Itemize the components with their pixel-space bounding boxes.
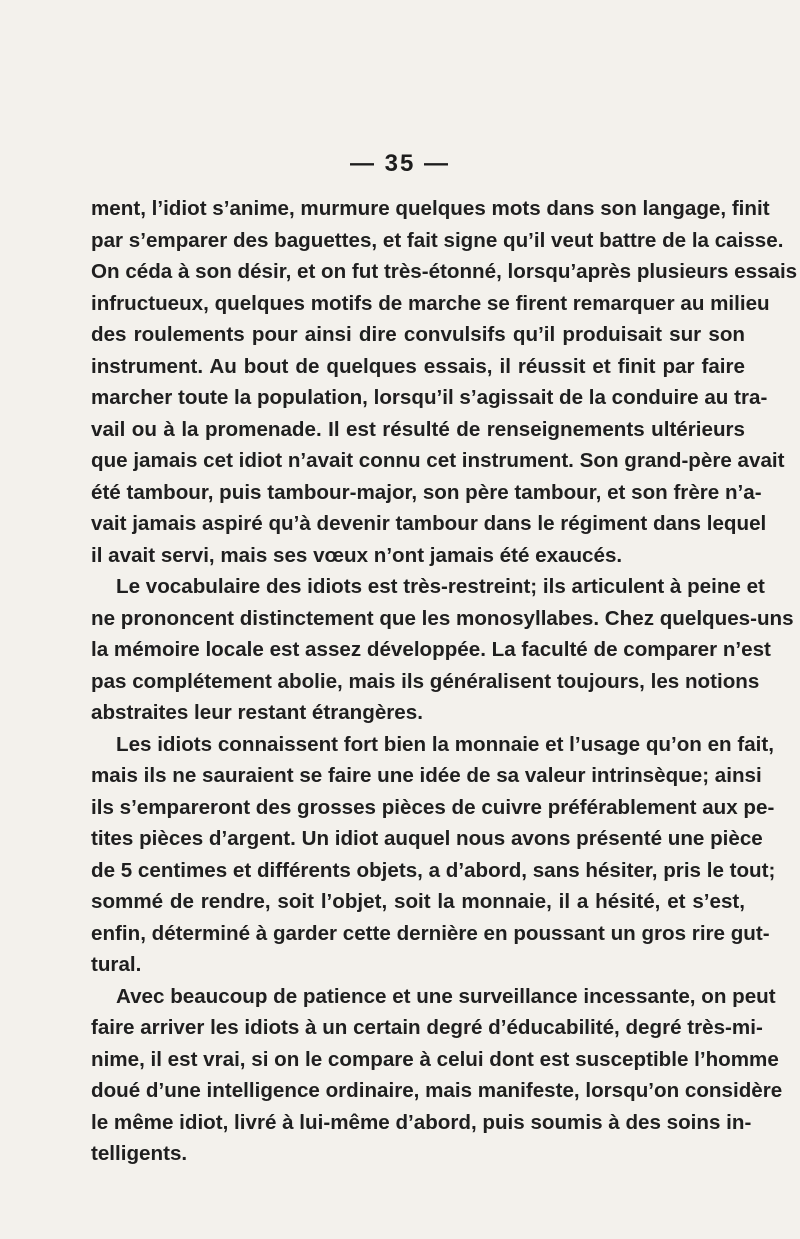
text-line: infructueux, quelques motifs de marche se firent remarquer au milieu bbox=[91, 291, 770, 315]
text-line: des roulements pour ainsi dire convulsifs qu’il produisait sur son bbox=[91, 323, 745, 346]
text-line: mais ils ne sauraient se faire une idée de sa valeur intrinsèque; ainsi bbox=[91, 764, 762, 787]
text-line: la mémoire locale est assez développée. La faculté de comparer n’est bbox=[91, 638, 771, 661]
text-line: abstraites leur restant étrangères. bbox=[91, 701, 423, 724]
text-line: le même idiot, livré à lui-même d’abord, puis soumis à des soins in- bbox=[91, 1110, 752, 1134]
text-line: faire arriver les idiots à un certain degré d’éducabilité, degré très-mi- bbox=[91, 1016, 763, 1039]
text-line: nime, il est vrai, si on le compare à celui dont est susceptible l’homme bbox=[91, 1047, 779, 1071]
text-line: par s’emparer des baguettes, et fait signe qu’il veut battre de la caisse. bbox=[91, 228, 784, 252]
text-line: pas complétement abolie, mais ils généralisent toujours, les notions bbox=[91, 669, 760, 693]
text-line: marcher toute la population, lorsqu’il s’agissait de la conduire au tra- bbox=[91, 386, 768, 409]
text-line: ne prononcent distinctement que les monosyllabes. Chez quelques-uns bbox=[91, 606, 794, 630]
text-line: sommé de rendre, soit l’objet, soit la monnaie, il a hésité, et s’est, bbox=[91, 890, 745, 913]
text-line: On céda à son désir, et on fut très-étonné, lorsqu’après plusieurs essais bbox=[91, 260, 798, 283]
text-line: été tambour, puis tambour-major, son père tambour, et son frère n’a- bbox=[91, 480, 762, 504]
text-line: Le vocabulaire des idiots est très-restreint; ils articulent à peine et bbox=[116, 575, 765, 598]
text-line: ment, l’idiot s’anime, murmure quelques mots dans son langage, finit bbox=[91, 197, 770, 220]
text-line: ils s’empareront des grosses pièces de cuivre préférablement aux pe- bbox=[91, 795, 775, 819]
text-line: telligents. bbox=[91, 1142, 188, 1165]
text-line: que jamais cet idiot n’avait connu cet instrument. Son grand-père avait bbox=[91, 449, 785, 472]
text-line: vail ou à la promenade. Il est résulté de renseignements ultérieurs bbox=[91, 417, 745, 441]
text-line: il avait servi, mais ses vœux n’ont jamais été exaucés. bbox=[91, 543, 623, 567]
page-number: — 35 — bbox=[349, 150, 451, 177]
text-line: vait jamais aspiré qu’à devenir tambour dans le régiment dans lequel bbox=[91, 512, 767, 535]
text-line: enfin, déterminé à garder cette dernière en poussant un gros rire gut- bbox=[91, 921, 770, 945]
text-line: doué d’une intelligence ordinaire, mais manifeste, lorsqu’on considère bbox=[91, 1079, 783, 1102]
text-line: Les idiots connaissent fort bien la monnaie et l’usage qu’on en fait, bbox=[116, 732, 774, 756]
text-line: de 5 centimes et différents objets, a d’abord, sans hésiter, pris le tout; bbox=[91, 858, 776, 882]
text-line: tural. bbox=[91, 953, 142, 976]
body-text bbox=[91, 193, 798, 1170]
text-line: instrument. Au bout de quelques essais, il réussit et finit par faire bbox=[91, 354, 745, 378]
text-line: tites pièces d’argent. Un idiot auquel nous avons présenté une pièce bbox=[91, 827, 763, 850]
text-line: Avec beaucoup de patience et une surveillance incessante, on peut bbox=[116, 984, 776, 1008]
